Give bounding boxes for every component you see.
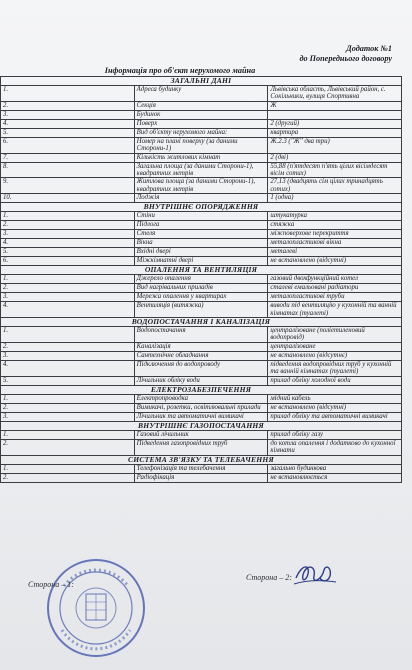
section-header-row [1, 266, 402, 275]
row-value: загально будинкова [268, 464, 402, 473]
table-row [1, 351, 402, 360]
table-row [1, 430, 402, 439]
official-stamp [44, 556, 148, 660]
row-value: централізоване [268, 342, 402, 351]
signature-party-2: Сторона – 2: [246, 573, 292, 582]
row-value: 27,13 (двадцять сім цілих тринадцять сотих) [268, 178, 402, 194]
table-row [1, 327, 402, 343]
section-header-row [1, 318, 402, 327]
row-number: 1. [1, 394, 135, 403]
table-row [1, 360, 402, 376]
row-value: прилад обліку та автоматичні вимикачі [268, 412, 402, 421]
row-number: 8. [1, 162, 135, 178]
table-row [1, 110, 402, 119]
row-label: Сантехнічне обладнання [134, 351, 268, 360]
row-value: не встановлено (відсутнє) [268, 351, 402, 360]
row-label: Кількість житлових кімнат [134, 153, 268, 162]
table-row [1, 221, 402, 230]
property-info-table [0, 76, 402, 483]
row-label: Вимикачі, розетки, освітлювальні прилади [134, 403, 268, 412]
row-value: металеві [268, 248, 402, 257]
row-label: Вхідні двері [134, 248, 268, 257]
row-value: Ж [268, 101, 402, 110]
row-number: 1. [1, 464, 135, 473]
row-label: Стіни [134, 212, 268, 221]
row-label: Поверх [134, 119, 268, 128]
row-number: 7. [1, 153, 135, 162]
table-row [1, 194, 402, 203]
row-number: 2. [1, 403, 135, 412]
row-value: стяжка [268, 221, 402, 230]
row-number: 2. [1, 284, 135, 293]
annex-reference: до Попереднього договору [299, 54, 392, 63]
table-row [1, 137, 402, 153]
table-row [1, 248, 402, 257]
row-label: Будинок [134, 110, 268, 119]
row-number: 9. [1, 178, 135, 194]
row-label: Міжкімнатні двері [134, 257, 268, 266]
row-label: Газовий лічильник [134, 430, 268, 439]
table-row [1, 439, 402, 455]
row-value: квартира [268, 128, 402, 137]
row-label: Мережа опалення у квартирах [134, 293, 268, 302]
row-value: мідний кабель [268, 394, 402, 403]
row-value: металопластикові труби [268, 293, 402, 302]
table-row [1, 86, 402, 102]
row-value: централізоване (поліетиленовий водопровід) [268, 327, 402, 343]
row-value: 2 (другий) [268, 119, 402, 128]
section-title: ВНУТРІШНЄ ГАЗОПОСТАЧАННЯ [1, 421, 402, 430]
annex-number: Додаток №1 [346, 44, 392, 53]
table-row [1, 403, 402, 412]
row-value: не встановлено (відсутні) [268, 257, 402, 266]
row-value: 1 (одна) [268, 194, 402, 203]
table-row [1, 275, 402, 284]
annex-header [299, 44, 392, 64]
row-label: Вид об'єкту нерухомого майна: [134, 128, 268, 137]
row-label: Телефонізація та телебачення [134, 464, 268, 473]
row-value: не встановлено (відсутні) [268, 403, 402, 412]
row-value: штукатурка [268, 212, 402, 221]
table-row [1, 153, 402, 162]
signature-scribble [292, 560, 338, 588]
row-number: 2. [1, 101, 135, 110]
row-number: 3. [1, 293, 135, 302]
row-number: 1. [1, 86, 135, 102]
section-header-row [1, 455, 402, 464]
row-label: Лічильник та автоматичні вимикачі [134, 412, 268, 421]
row-number: 1. [1, 327, 135, 343]
table-row [1, 473, 402, 482]
row-number: 4. [1, 360, 135, 376]
signature-party-1: Сторона – 1: [28, 580, 74, 589]
row-label: Вікна [134, 239, 268, 248]
table-row [1, 230, 402, 239]
row-label: Секція [134, 101, 268, 110]
row-number: 2. [1, 439, 135, 455]
row-number: 10. [1, 194, 135, 203]
row-label: Підлога [134, 221, 268, 230]
row-number: 5. [1, 248, 135, 257]
row-value: металопластикові вікна [268, 239, 402, 248]
row-number: 5. [1, 128, 135, 137]
row-label: Вид нагрівальних приладів [134, 284, 268, 293]
table-row [1, 284, 402, 293]
row-number: 4. [1, 239, 135, 248]
row-number: 6. [1, 137, 135, 153]
row-label: Адреса будинку [134, 86, 268, 102]
section-header-row [1, 421, 402, 430]
table-row [1, 212, 402, 221]
row-label: Каналізація [134, 342, 268, 351]
row-number: 5. [1, 376, 135, 385]
section-title: ОПАЛЕННЯ ТА ВЕНТИЛЯЦІЯ [1, 266, 402, 275]
section-title: СИСТЕМА ЗВ'ЯЗКУ ТА ТЕЛЕБАЧЕННЯ [1, 455, 402, 464]
document-title: Інформація про об'єкт нерухомого майна [104, 66, 256, 75]
row-number: 3. [1, 412, 135, 421]
section-header-row [1, 77, 402, 86]
row-value: виводи під вентиляцію у кухонній та ванній кімнатах (туалеті) [268, 302, 402, 318]
row-value [268, 110, 402, 119]
table-row [1, 119, 402, 128]
row-value: прилад обліку холодної води [268, 376, 402, 385]
table-row [1, 464, 402, 473]
section-title: ЗАГАЛЬНІ ДАНІ [1, 77, 402, 86]
row-number: 4. [1, 119, 135, 128]
row-value: газовий двохфункційний котел [268, 275, 402, 284]
table-row [1, 257, 402, 266]
row-number: 3. [1, 110, 135, 119]
row-number: 1. [1, 275, 135, 284]
row-value: міжповерхове перекриття [268, 230, 402, 239]
row-value: Львівська область, Львівський район, с. Сокільники, вулиця Спортивна [268, 86, 402, 102]
row-value: Ж.2.3 ("Ж" два три) [268, 137, 402, 153]
section-header-row [1, 203, 402, 212]
row-label: Житлова площа (за даними Сторони-1), квадратних метрів [134, 178, 268, 194]
row-value: 2 (дві) [268, 153, 402, 162]
table-row [1, 293, 402, 302]
table-row [1, 394, 402, 403]
table-row [1, 101, 402, 110]
row-number: 4. [1, 302, 135, 318]
row-label: Лічильник обліку води [134, 376, 268, 385]
row-value: до котла опалення і додатково до кухонної кімнати [268, 439, 402, 455]
section-header-row [1, 385, 402, 394]
row-label: Підведення газопровідних труб [134, 439, 268, 455]
table-row [1, 128, 402, 137]
row-value: 55,88 (п'ятдесят п'ять цілих вісімдесят вісім сотих) [268, 162, 402, 178]
row-value: сталеві емальовані радіатори [268, 284, 402, 293]
section-title: ВНУТРІШНЄ ОПОРЯДЖЕННЯ [1, 203, 402, 212]
row-label: Номер на плані поверху (за даними Сторони-1) [134, 137, 268, 153]
table-row [1, 178, 402, 194]
row-number: 1. [1, 212, 135, 221]
row-number: 2. [1, 221, 135, 230]
row-label: Водопостачання [134, 327, 268, 343]
row-label: Загальна площа (за даними Сторони-1), квадратних метрів [134, 162, 268, 178]
table-row [1, 342, 402, 351]
row-label: Підключення до водопроводу [134, 360, 268, 376]
row-label: Лоджія [134, 194, 268, 203]
section-title: ЕЛЕКТРОЗАБЕЗПЕЧЕННЯ [1, 385, 402, 394]
row-value: не встановлюється [268, 473, 402, 482]
row-label: Вентиляція (витяжка) [134, 302, 268, 318]
table-row [1, 302, 402, 318]
table-row [1, 239, 402, 248]
row-number: 1. [1, 430, 135, 439]
row-value: прилад обліку газу [268, 430, 402, 439]
section-title: ВОДОПОСТАЧАННЯ І КАНАЛІЗАЦІЯ [1, 318, 402, 327]
table-row [1, 412, 402, 421]
row-number: 6. [1, 257, 135, 266]
table-row [1, 162, 402, 178]
row-label: Електропроводка [134, 394, 268, 403]
row-number: 3. [1, 230, 135, 239]
row-number: 3. [1, 351, 135, 360]
table-row [1, 376, 402, 385]
row-label: Стеля [134, 230, 268, 239]
row-number: 2. [1, 473, 135, 482]
row-label: Джерело опалення [134, 275, 268, 284]
row-label: Радіофікація [134, 473, 268, 482]
row-value: підведення водопровідних труб у кухонній та ванній кімнатах (туалеті) [268, 360, 402, 376]
row-number: 2. [1, 342, 135, 351]
